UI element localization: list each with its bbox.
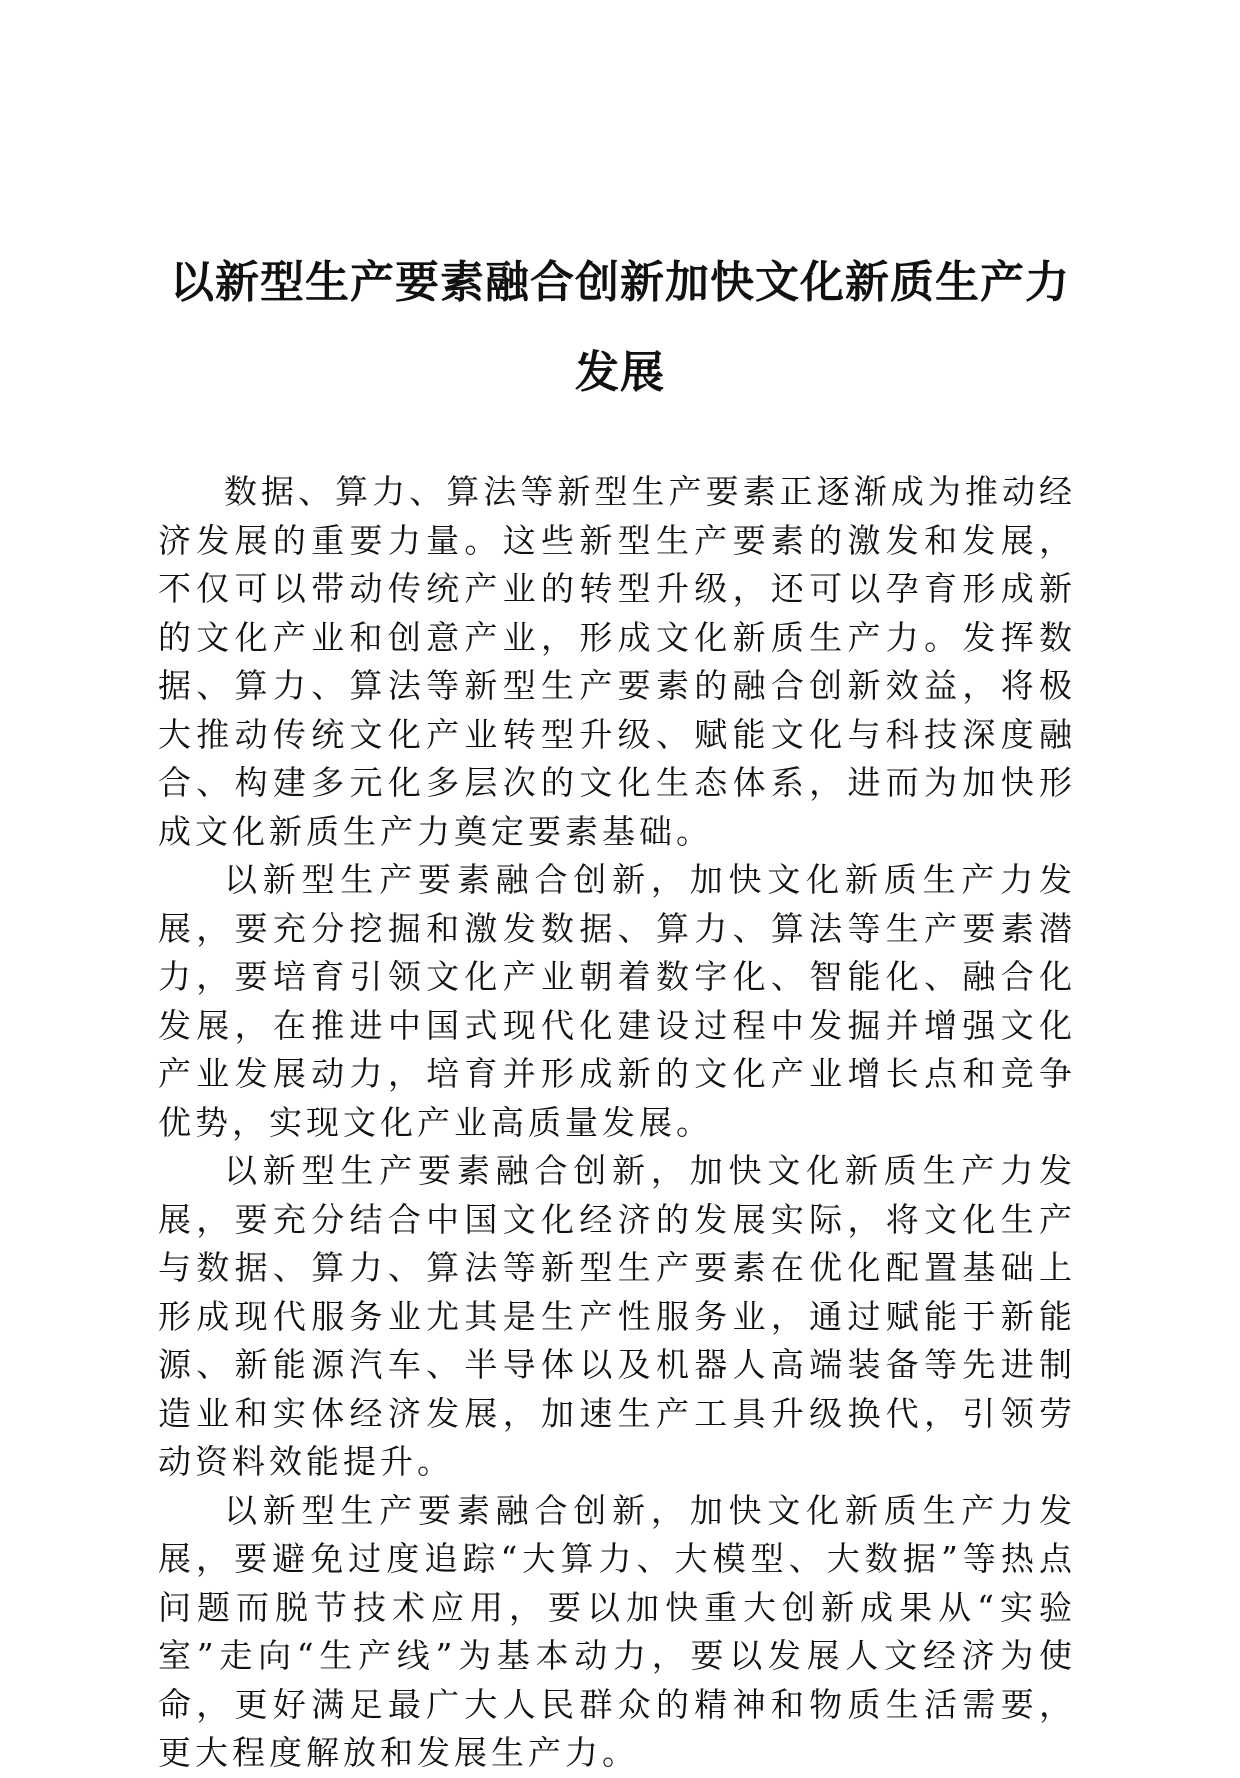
body-paragraph-2: 以新型生产要素融合创新，加快文化新质生产力发展，要充分挖掘和激发数据、算力、算法等生产要素潜力，要培育引领文化产业朝着数字化、智能化、融合化发展，在推进中国式现代化建设过程中发掘并增强文化产业发展动力，培育并形成新的文化产业增长点和竞争优势，实现文化产业高质量发展。 <box>158 860 1076 1142</box>
body-paragraph-1: 数据、算力、算法等新型生产要素正逐渐成为推动经济发展的重要力量。这些新型生产要素的激发和发展，不仅可以带动传统产业的转型升级，还可以孕育形成新的文化产业和创意产业，形成文化新质生产力。发挥数据、算力、算法等新型生产要素的融合创新效益，将极大推动传统文化产业转型升级、赋能文化与科技深度融合、构建多元化多层次的文化生态体系，进而为加快形成文化新质生产力奠定要素基础。 <box>158 472 1076 851</box>
body-paragraph-4: 以新型生产要素融合创新，加快文化新质生产力发展，要避免过度追踪“大算力、大模型、大数据”等热点问题而脱节技术应用，要以加快重大创新成果从“实验室”走向“生产线”为基本动力，要以发展人文经济为使命，更好满足最广大人民群众的精神和物质生活需要，更大程度解放和发展生产力。 <box>158 1490 1076 1772</box>
document-body <box>158 468 1076 1778</box>
body-paragraph-3: 以新型生产要素融合创新，加快文化新质生产力发展，要充分结合中国文化经济的发展实际，将文化生产与数据、算力、算法等新型生产要素在优化配置基础上形成现代服务业尤其是生产性服务业，通过赋能于新能源、新能源汽车、半导体以及机器人高端装备等先进制造业和实体经济发展，加速生产工具升级换代，引领劳动资料效能提升。 <box>158 1151 1076 1481</box>
document-title: 以新型生产要素融合创新加快文化新质生产力发展 <box>170 257 1070 398</box>
